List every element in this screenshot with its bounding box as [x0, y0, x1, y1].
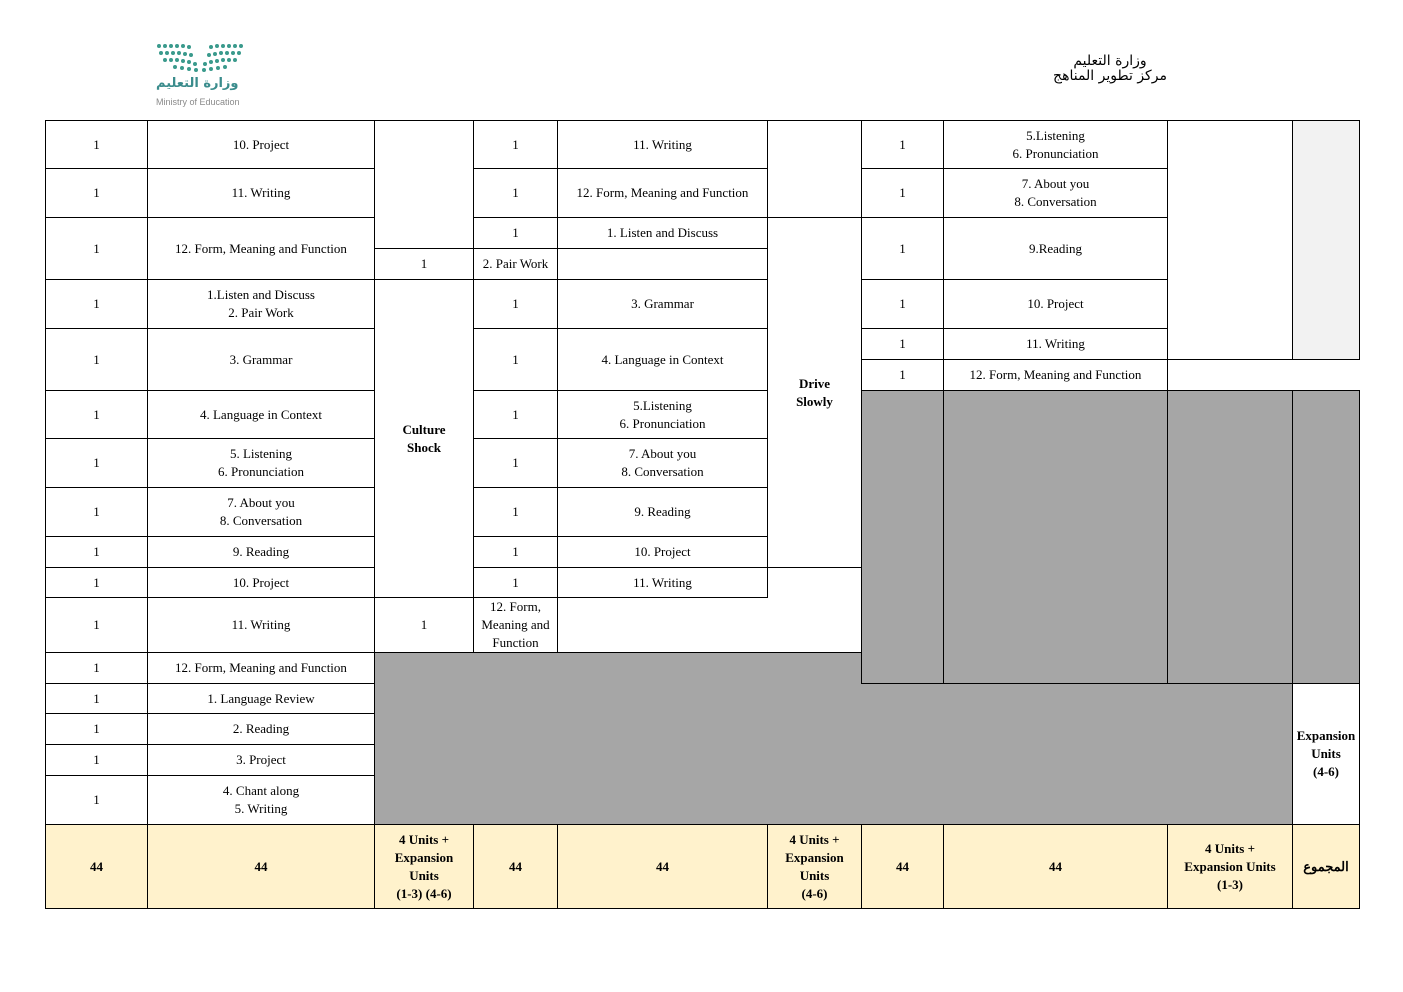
lesson-cell: 1.Listen and Discuss 2. Pair Work	[148, 280, 375, 329]
lesson-cell: 4. Language in Context	[148, 391, 375, 439]
hours-cell: 1	[46, 714, 148, 745]
hours-cell: 1	[46, 568, 148, 598]
gray-filler	[1293, 391, 1360, 684]
lesson-cell: 2. Pair Work	[474, 249, 558, 280]
lesson-cell: 9. Reading	[148, 537, 375, 568]
hours-cell: 1	[474, 329, 558, 391]
hours-cell: 1	[46, 537, 148, 568]
lesson-cell: 12. Form, Meaning and Function	[148, 218, 375, 280]
unit-title-culture-shock: Culture Shock	[375, 280, 474, 598]
hours-cell: 1	[474, 280, 558, 329]
hours-cell: 1	[46, 121, 148, 169]
lesson-cell: 7. About you 8. Conversation	[148, 488, 375, 537]
lesson-cell: 5.Listening 6. Pronunciation	[944, 121, 1168, 169]
hours-cell: 1	[862, 218, 944, 280]
lesson-cell: 1. Language Review	[148, 684, 375, 714]
lesson-cell: 4. Language in Context	[558, 329, 768, 391]
gray-filler-wide	[375, 653, 1293, 825]
total-hours: 44	[46, 825, 148, 909]
total-lessons: 44	[944, 825, 1168, 909]
lesson-cell: 4. Chant along 5. Writing	[148, 776, 375, 825]
lesson-cell: 3. Project	[148, 745, 375, 776]
hours-cell: 1	[862, 121, 944, 169]
lesson-cell: 7. About you 8. Conversation	[944, 169, 1168, 218]
lesson-cell: 10. Project	[558, 537, 768, 568]
hours-cell: 1	[474, 218, 558, 249]
lesson-cell: 1. Listen and Discuss	[558, 218, 768, 249]
hours-cell: 1	[474, 537, 558, 568]
lesson-cell: 5. Listening 6. Pronunciation	[148, 439, 375, 488]
hours-cell: 1	[862, 329, 944, 360]
hours-cell: 1	[46, 598, 148, 653]
hours-cell: 1	[474, 568, 558, 598]
unit-cell-empty	[1168, 121, 1293, 360]
total-hours: 44	[474, 825, 558, 909]
lesson-cell: 7. About you 8. Conversation	[558, 439, 768, 488]
lesson-cell: 2. Reading	[148, 714, 375, 745]
header-line-curriculum-center: مركز تطوير المناهج	[1053, 68, 1167, 84]
gray-filler	[1168, 391, 1293, 684]
ministry-logo	[150, 40, 250, 110]
unit-title-drive-slowly: Drive Slowly	[768, 218, 862, 568]
unit-title-expansion: Expansion Units (4-6)	[1293, 684, 1360, 825]
total-label: المجموع	[1293, 825, 1360, 909]
hours-cell: 1	[862, 169, 944, 218]
hours-cell: 1	[46, 745, 148, 776]
lesson-cell: 10. Project	[944, 280, 1168, 329]
total-units: 4 Units + Expansion Units (4-6)	[768, 825, 862, 909]
label-cell-empty	[1293, 121, 1360, 360]
lesson-cell: 12. Form, Meaning and Function	[148, 653, 375, 684]
lesson-cell: 11. Writing	[944, 329, 1168, 360]
lesson-cell: 9. Reading	[558, 488, 768, 537]
hours-cell: 1	[474, 121, 558, 169]
logo-arabic-text: وزارة التعليم	[156, 76, 239, 91]
hours-cell: 1	[46, 776, 148, 825]
hours-cell: 1	[46, 488, 148, 537]
hours-cell: 1	[46, 653, 148, 684]
gray-filler	[944, 391, 1168, 684]
hours-cell: 1	[474, 391, 558, 439]
total-units: 4 Units + Expansion Units (1-3)	[1168, 825, 1293, 909]
total-hours: 44	[862, 825, 944, 909]
hours-cell: 1	[474, 169, 558, 218]
unit-cell-empty	[768, 121, 862, 218]
total-lessons: 44	[148, 825, 375, 909]
hours-cell: 1	[46, 329, 148, 391]
total-units: 4 Units + Expansion Units (1-3) (4-6)	[375, 825, 474, 909]
lesson-cell: 12. Form, Meaning and Function	[558, 169, 768, 218]
lesson-cell: 11. Writing	[558, 568, 768, 598]
curriculum-table	[45, 120, 1360, 909]
totals-row	[46, 825, 1360, 909]
hours-cell: 1	[46, 684, 148, 714]
lesson-cell: 3. Grammar	[558, 280, 768, 329]
hours-cell: 1	[46, 280, 148, 329]
hours-cell: 1	[862, 360, 944, 391]
lesson-cell: 12. Form, Meaning and Function	[474, 598, 558, 653]
lesson-cell: 12. Form, Meaning and Function	[944, 360, 1168, 391]
lesson-cell: 5.Listening 6. Pronunciation	[558, 391, 768, 439]
hours-cell: 1	[46, 439, 148, 488]
hours-cell: 1	[474, 439, 558, 488]
hours-cell: 1	[375, 249, 474, 280]
gray-filler	[862, 391, 944, 684]
logo-english-text: Ministry of Education	[156, 97, 240, 107]
hours-cell: 1	[46, 391, 148, 439]
lesson-cell: 10. Project	[148, 568, 375, 598]
lesson-cell: 11. Writing	[558, 121, 768, 169]
hours-cell: 1	[375, 598, 474, 653]
hours-cell: 1	[46, 218, 148, 280]
hours-cell: 1	[474, 488, 558, 537]
lesson-cell: 9.Reading	[944, 218, 1168, 280]
logo-dots-icon	[155, 42, 245, 72]
unit-cell-empty	[375, 121, 474, 249]
lesson-cell: 11. Writing	[148, 169, 375, 218]
page-header	[1030, 54, 1190, 84]
lesson-cell: 3. Grammar	[148, 329, 375, 391]
header-line-ministry: وزارة التعليم	[1073, 53, 1147, 69]
hours-cell: 1	[862, 280, 944, 329]
lesson-cell: 10. Project	[148, 121, 375, 169]
hours-cell: 1	[46, 169, 148, 218]
total-lessons: 44	[558, 825, 768, 909]
lesson-cell: 11. Writing	[148, 598, 375, 653]
